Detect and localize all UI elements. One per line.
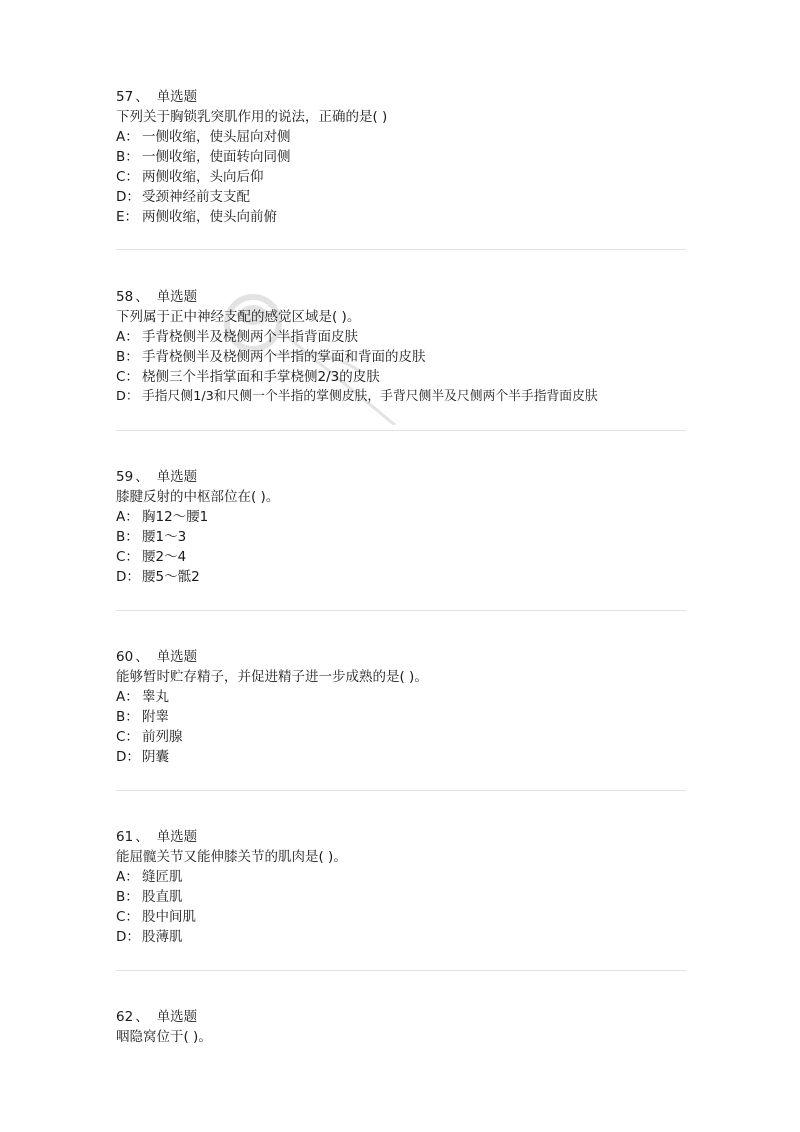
question-divider <box>116 970 686 971</box>
question-divider <box>116 610 686 611</box>
option-c <box>116 547 686 567</box>
option-text: 一侧收缩，使头屈向对侧 <box>142 129 291 145</box>
option-letter: C： <box>116 169 139 185</box>
question-number: 59 <box>116 469 134 485</box>
option-letter: C： <box>116 729 139 745</box>
option-text: 附睾 <box>142 709 169 725</box>
option-letter: A： <box>116 689 139 705</box>
option-text: 受颈神经前支支配 <box>142 189 250 205</box>
option-letter: A： <box>116 509 139 525</box>
option-b <box>116 887 686 907</box>
option-text: 一侧收缩，使面转向同侧 <box>142 149 291 165</box>
question-number: 57 <box>116 89 134 105</box>
option-b <box>116 527 686 547</box>
question-separator: 、 <box>135 649 149 665</box>
option-b <box>116 707 686 727</box>
option-d <box>116 187 686 207</box>
option-letter: B： <box>116 709 139 725</box>
option-letter: D： <box>116 569 140 585</box>
option-a <box>116 127 686 147</box>
option-d <box>116 567 686 587</box>
question-separator: 、 <box>135 89 149 105</box>
option-letter: B： <box>116 529 139 545</box>
question-type: 单选题 <box>156 469 198 485</box>
option-text: 手指尺侧1/3和尺侧一个半指的掌侧皮肤，手背尺侧半及尺侧两个半手指背面皮肤 <box>142 389 598 404</box>
option-text: 股薄肌 <box>142 929 183 945</box>
option-c <box>116 367 686 387</box>
question-stem: 下列属于正中神经支配的感觉区域是( )。 <box>116 309 361 325</box>
question-stem: 咽隐窝位于( )。 <box>116 1029 212 1045</box>
option-text: 缝匠肌 <box>142 869 183 885</box>
question-stem: 膝腱反射的中枢部位在( )。 <box>116 489 280 505</box>
option-b <box>116 347 686 367</box>
question-type: 单选题 <box>156 1009 198 1025</box>
option-text: 腰1～3 <box>142 529 187 545</box>
option-letter: D： <box>116 189 140 205</box>
question-divider <box>116 430 686 431</box>
option-a <box>116 687 686 707</box>
option-e <box>116 207 686 227</box>
option-letter: D： <box>116 749 140 765</box>
question-header <box>116 467 686 487</box>
option-text: 手背桡侧半及桡侧两个半指的掌面和背面的皮肤 <box>142 349 426 365</box>
option-c <box>116 727 686 747</box>
question-stem: 下列关于胸锁乳突肌作用的说法，正确的是( ) <box>116 109 388 125</box>
question-header <box>116 87 686 107</box>
question-62 <box>116 1007 686 1047</box>
option-text: 腰2～4 <box>142 549 187 565</box>
question-header <box>116 1007 686 1027</box>
option-text: 阴囊 <box>142 749 169 765</box>
option-letter: D： <box>116 929 140 945</box>
option-a <box>116 327 686 347</box>
option-letter: A： <box>116 129 139 145</box>
option-d <box>116 927 686 947</box>
option-c <box>116 167 686 187</box>
question-type: 单选题 <box>156 829 198 845</box>
option-d <box>116 747 686 767</box>
option-text: 两侧收缩，头向后仰 <box>142 169 264 185</box>
question-separator: 、 <box>135 1009 149 1025</box>
option-text: 股中间肌 <box>142 909 196 925</box>
question-header <box>116 287 686 307</box>
option-letter: C： <box>116 369 139 385</box>
question-number: 61 <box>116 829 134 845</box>
option-letter: A： <box>116 329 139 345</box>
option-text: 睾丸 <box>142 689 169 705</box>
option-text: 两侧收缩，使头向前俯 <box>142 209 277 225</box>
question-type: 单选题 <box>156 289 198 305</box>
question-number: 58 <box>116 289 134 305</box>
question-header <box>116 647 686 667</box>
question-divider <box>116 790 686 791</box>
option-letter: B： <box>116 349 139 365</box>
question-59 <box>116 467 686 587</box>
question-stem: 能够暂时贮存精子，并促进精子进一步成熟的是( )。 <box>116 669 428 685</box>
question-separator: 、 <box>135 829 149 845</box>
option-text: 胸12～腰1 <box>142 509 209 525</box>
question-type: 单选题 <box>156 649 198 665</box>
question-type: 单选题 <box>156 89 198 105</box>
option-letter: D： <box>116 389 139 404</box>
option-letter: B： <box>116 889 139 905</box>
option-text: 桡侧三个半指掌面和手掌桡侧2/3的皮肤 <box>142 369 380 385</box>
question-stem: 能屈髋关节又能伸膝关节的肌肉是( )。 <box>116 849 347 865</box>
question-header <box>116 827 686 847</box>
option-c <box>116 907 686 927</box>
option-letter: C： <box>116 909 139 925</box>
option-a <box>116 507 686 527</box>
question-60 <box>116 647 686 767</box>
question-divider <box>116 249 686 250</box>
question-number: 62 <box>116 1009 134 1025</box>
option-letter: C： <box>116 549 139 565</box>
option-letter: B： <box>116 149 139 165</box>
option-text: 手背桡侧半及桡侧两个半指背面皮肤 <box>142 329 358 345</box>
option-letter: A： <box>116 869 139 885</box>
question-61 <box>116 827 686 947</box>
question-number: 60 <box>116 649 134 665</box>
option-text: 前列腺 <box>142 729 183 745</box>
option-b <box>116 147 686 167</box>
option-text: 腰5～骶2 <box>142 569 200 585</box>
option-d <box>116 387 686 407</box>
question-58 <box>116 287 686 407</box>
question-separator: 、 <box>135 469 149 485</box>
question-separator: 、 <box>135 289 149 305</box>
option-text: 股直肌 <box>142 889 183 905</box>
question-57 <box>116 87 686 227</box>
option-a <box>116 867 686 887</box>
option-letter: E： <box>116 209 139 225</box>
